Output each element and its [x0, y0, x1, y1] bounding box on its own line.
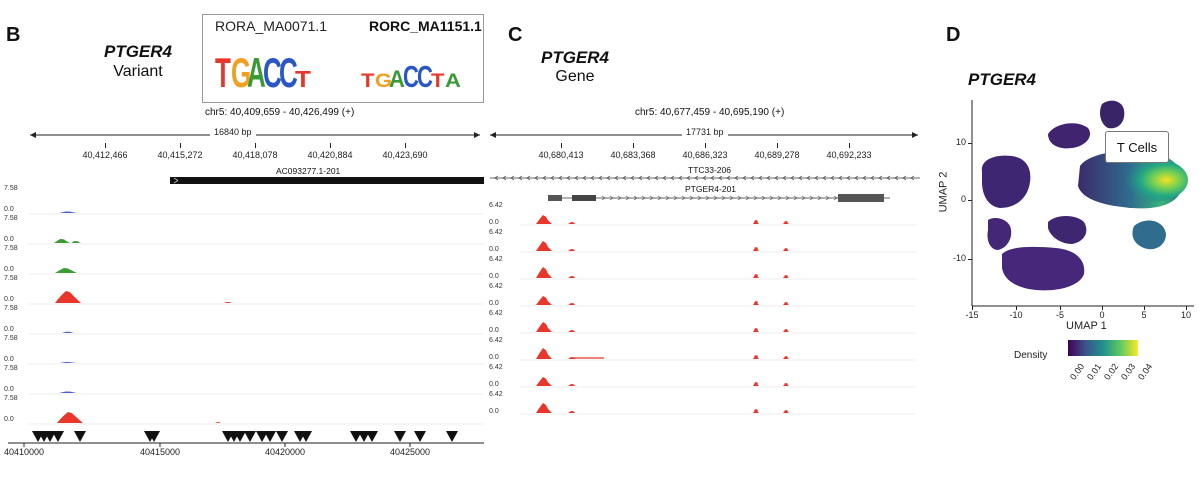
umap-clusters: [982, 101, 1188, 291]
panel-c-peak: [536, 348, 552, 359]
panel-b-ruler-tick-label: 40,415,272: [157, 150, 203, 160]
umap-xtick-label: -5: [1055, 310, 1065, 320]
panel-c-gene-title: PTGER4: [540, 48, 610, 67]
panel-b-scale-bottom: 0.0: [4, 356, 14, 363]
rorc-logo-letter: A: [389, 65, 405, 93]
panel-c-peak: [783, 383, 789, 386]
panel-c-scale-bottom: 0.0: [489, 354, 499, 361]
panel-b-gene-title: PTGER4: [103, 42, 173, 61]
panel-c-scale-top: 6.42: [489, 337, 503, 344]
rora-logo-letter: G: [231, 51, 252, 97]
panel-b-scale-bottom: 0.0: [4, 296, 14, 303]
umap-cluster-top: [1048, 123, 1090, 148]
umap-xtick-label: -10: [1009, 310, 1023, 320]
panel-b-scale-bottom: 0.0: [4, 206, 14, 213]
panel-c-peak: [783, 302, 789, 305]
panel-b-transcript-label: AC093277.1-201: [276, 166, 341, 176]
panel-c-scale-top: 6.42: [489, 202, 503, 209]
panel-c-ruler-tick-label: 40,686,323: [682, 150, 728, 160]
density-legend-tick: 0.00: [1068, 361, 1087, 382]
panel-c-subtitle: Gene: [555, 68, 595, 85]
umap-ytick-mark: [968, 200, 972, 201]
rora-logo-letter: A: [247, 51, 266, 97]
umap-density-hotspot: [1116, 158, 1188, 202]
panel-c-peak: [783, 356, 789, 359]
panel-c-peak: [568, 303, 576, 305]
panel-c-peak: [753, 382, 759, 386]
umap-cluster-left-low: [987, 218, 1011, 250]
panel-c-transcript-2-label: PTGER4-201: [685, 184, 737, 194]
panel-c-peak: [536, 322, 552, 332]
panel-c-peak: [783, 329, 789, 332]
panel-b-scale-top: 7.58: [4, 275, 18, 282]
panel-c-scale-bottom: 0.0: [489, 408, 499, 415]
panel-c-peak: [753, 301, 759, 305]
umap-xtick-label: -15: [965, 310, 979, 320]
panel-b-letter: B: [6, 24, 21, 46]
panel-b-scale-bottom: 0.0: [4, 236, 14, 243]
panel-c-scale-top: 6.42: [489, 229, 503, 236]
panel-c-peak: [536, 403, 552, 413]
panel-c-span: 17731 bp: [682, 127, 728, 137]
panel-c-scale-top: 6.42: [489, 256, 503, 263]
panel-c-peak: [568, 276, 576, 278]
panel-c-scale-bottom: 0.0: [489, 300, 499, 307]
panel-c-peak: [783, 221, 789, 224]
panel-c-peak: [568, 411, 576, 413]
tcells-annotation: T Cells: [1105, 131, 1169, 163]
panel-b-axis-label: 40415000: [139, 447, 181, 457]
panel-b-scale-top: 7.58: [4, 245, 18, 252]
panel-c-scale-top: 6.42: [489, 391, 503, 398]
panel-c-peak: [536, 241, 552, 251]
panel-b-ruler-tick-label: 40,418,078: [232, 150, 278, 160]
panel-d-letter: D: [946, 24, 961, 46]
rora-logo-letter: T: [295, 67, 311, 93]
panel-b-subtitle: Variant: [113, 63, 163, 80]
panel-c-scale-top: 6.42: [489, 283, 503, 290]
panel-c-transcript-1-label: TTC33-206: [688, 165, 731, 175]
umap-cluster-right: [1132, 220, 1166, 249]
panel-b-ruler-tick-label: 40,412,466: [82, 150, 128, 160]
panel-b-scale-top: 7.58: [4, 395, 18, 402]
umap-cluster-topright: [1100, 101, 1124, 129]
panel-c-region: chr5: 40,677,459 - 40,695,190 (+): [635, 107, 785, 118]
panel-b-region: chr5: 40,409,659 - 40,426,499 (+): [205, 107, 355, 118]
density-legend-tick: 0.04: [1136, 361, 1155, 382]
panel-b-axis-label: 40410000: [3, 447, 45, 457]
panel-c-scale-bottom: 0.0: [489, 327, 499, 334]
panel-b-scale-top: 7.58: [4, 365, 18, 372]
panel-c-peak: [783, 410, 789, 413]
umap-xlabel: UMAP 1: [1066, 320, 1107, 332]
panel-c-peak: [568, 249, 576, 251]
panel-c-peak: [568, 222, 576, 224]
panel-c-peak: [536, 267, 552, 278]
umap-ytick-mark: [968, 259, 972, 260]
umap-xtick-label: 0: [1099, 310, 1105, 320]
rora-motif-label: RORA_MA0071.1: [215, 18, 328, 34]
panel-c-letter: C: [508, 24, 523, 46]
panel-c-peak: [536, 296, 552, 305]
panel-c-ruler-tick-label: 40,692,233: [826, 150, 872, 160]
panel-c-ruler-tick-label: 40,683,368: [610, 150, 656, 160]
panel-c-scale-top: 6.42: [489, 310, 503, 317]
panel-c-peak: [753, 355, 759, 359]
rora-logo-letter: C: [279, 51, 298, 97]
umap-ytick-label: 10: [955, 137, 966, 147]
density-legend-tick: 0.01: [1085, 361, 1104, 382]
panel-b-axis-label: 40420000: [264, 447, 306, 457]
panel-c-peak: [536, 377, 552, 386]
rorc-logo-letter: A: [445, 69, 461, 92]
panel-b-scale-top: 7.58: [4, 185, 18, 192]
panel-b-axis-label: 40425000: [389, 447, 431, 457]
panel-b-scale-top: 7.58: [4, 335, 18, 342]
umap-cluster-mid: [1048, 216, 1086, 244]
rora-logo-letter: C: [263, 51, 282, 97]
panel-c-ruler-tick-label: 40,689,278: [754, 150, 800, 160]
panel-b-ruler-tick-label: 40,420,884: [307, 150, 353, 160]
panel-d-gene-title: PTGER4: [968, 70, 1037, 89]
panel-b-scale-top: 7.58: [4, 215, 18, 222]
panel-c-peak: [536, 215, 552, 224]
panel-c-peak: [568, 330, 576, 332]
rorc-logo-letter: T: [431, 69, 445, 92]
panel-c-peak: [568, 384, 576, 386]
panel-b-scale-bottom: 0.0: [4, 326, 14, 333]
panel-c-peak: [753, 274, 759, 278]
panel-c-peak: [753, 220, 759, 224]
panel-b-scale-bottom: 0.0: [4, 416, 14, 423]
rorc-motif-label: RORC_MA1151.1: [369, 18, 482, 34]
density-legend-colorbar: [1068, 340, 1140, 358]
umap-ylabel: UMAP 2: [937, 171, 950, 213]
rora-logo-letter: T: [215, 51, 231, 97]
panel-c-scale-bottom: 0.0: [489, 219, 499, 226]
panel-c-scale-bottom: 0.0: [489, 273, 499, 280]
density-legend-tick: 0.02: [1102, 361, 1121, 382]
umap-xtick-label: 5: [1141, 310, 1147, 320]
umap-ytick-label: 0: [960, 194, 966, 204]
panel-c-peak: [783, 248, 789, 251]
rorc-logo-letter: G: [375, 69, 393, 92]
rorc-logo-letter: T: [361, 69, 375, 92]
panel-b-ruler-tick-label: 40,423,690: [382, 150, 428, 160]
panel-c-peak: [783, 275, 789, 278]
umap-ytick-label: -10: [952, 253, 966, 263]
umap-cluster-left: [982, 156, 1031, 208]
rorc-logo-letter: C: [417, 59, 433, 94]
panel-c-peak: [753, 247, 759, 251]
panel-c-scale-top: 6.42: [489, 364, 503, 371]
panel-c-scale-bottom: 0.0: [489, 246, 499, 253]
panel-b-scale-bottom: 0.0: [4, 386, 14, 393]
panel-c-peak: [753, 409, 759, 413]
panel-c-peak: [753, 328, 759, 332]
panel-c-scale-bottom: 0.0: [489, 381, 499, 388]
panel-c-ruler-tick-label: 40,680,413: [538, 150, 584, 160]
density-legend-tick: 0.03: [1119, 361, 1138, 382]
density-legend-title: Density: [1014, 350, 1048, 361]
panel-b-scale-top: 7.58: [4, 305, 18, 312]
panel-b-scale-bottom: 0.0: [4, 266, 14, 273]
panel-b-span: 16840 bp: [210, 127, 256, 137]
rorc-logo-letter: C: [403, 59, 419, 94]
umap-xtick-label: 10: [1180, 310, 1192, 320]
umap-cluster-bottom: [1002, 247, 1084, 290]
umap-ytick-mark: [968, 143, 972, 144]
